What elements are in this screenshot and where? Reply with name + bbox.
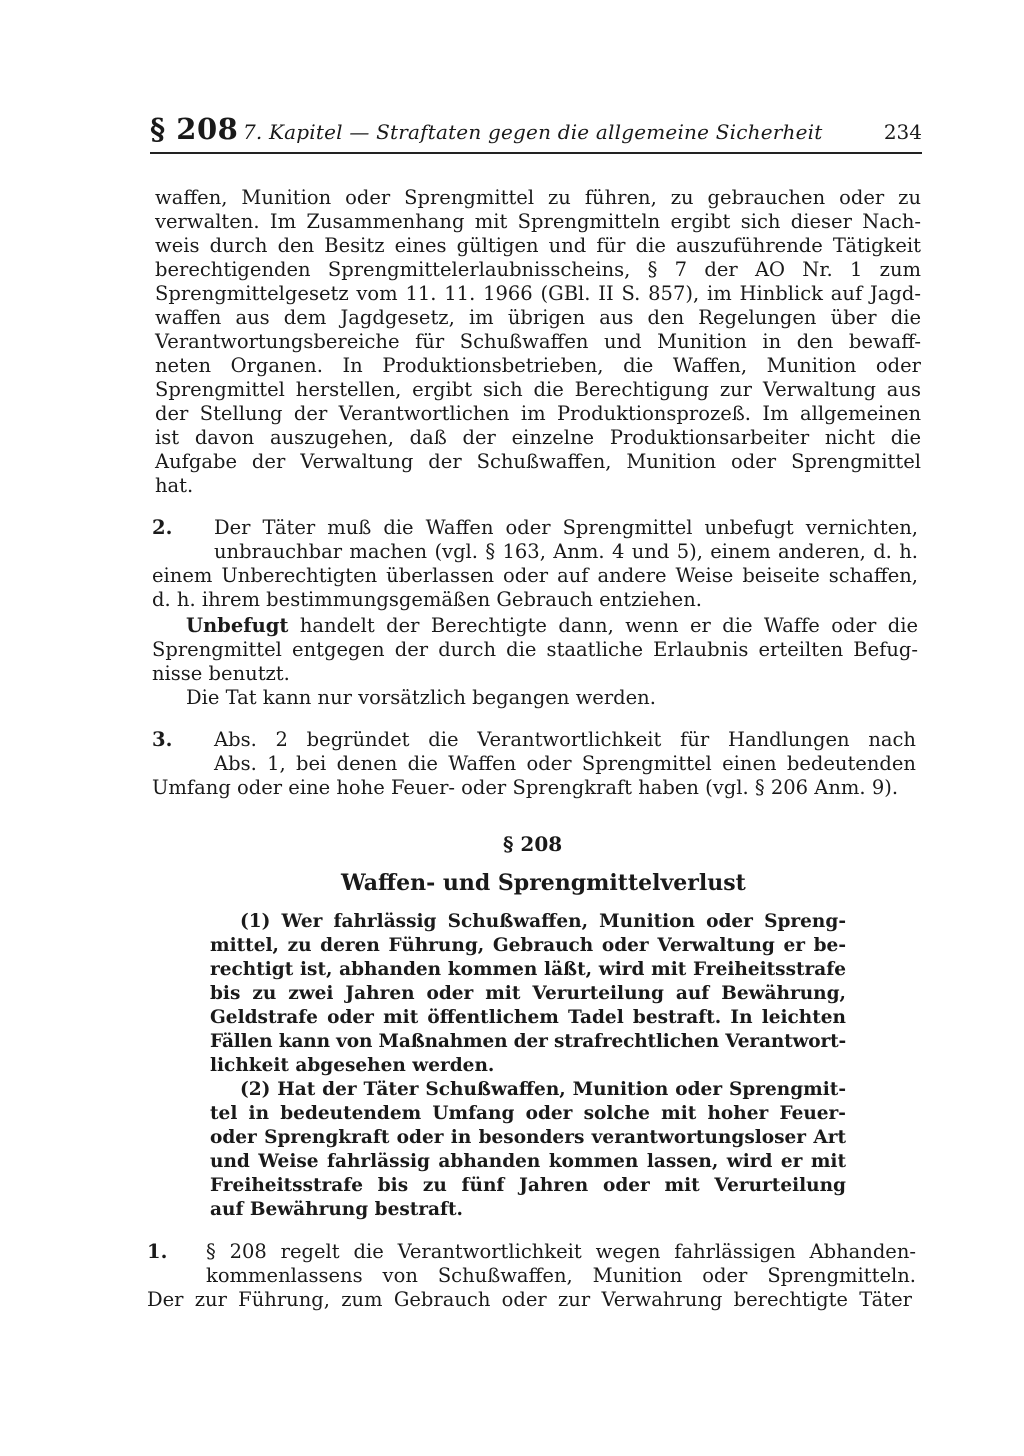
law-line: (2) Hat der Täter Schußwaffen, Munition oder Sprengmit- [240, 1079, 846, 1100]
text-line: Verantwortungsbereiche für Schußwaffen und Munition in den bewaff- [155, 330, 921, 353]
text-line: neten Organen. In Produktionsbetrieben, die Waffen, Munition oder [155, 354, 921, 377]
running-header [150, 112, 922, 148]
law-line: auf Bewährung bestraft. [210, 1199, 463, 1220]
law-line: und Weise fahrlässig abhanden kommen lassen, wird er mit [210, 1151, 846, 1172]
law-line: mittel, zu deren Führung, Gebrauch oder Verwaltung er be- [210, 935, 846, 956]
text-line: § 208 regelt die Verantwortlichkeit wegen fahrlässigen Abhanden- [206, 1240, 916, 1263]
term-unbefugt: Unbefugt [186, 614, 289, 637]
text-line: weis durch den Besitz eines gültigen und für die auszuführende Tätigkeit [155, 234, 921, 257]
law-line: bis zu zwei Jahren oder mit Verurteilung auf Bewährung, [210, 983, 846, 1004]
text-line: kommenlassens von Schußwaffen, Munition oder Sprengmitteln. [206, 1264, 916, 1287]
header-rule [150, 152, 922, 154]
section-title: Waffen- und Sprengmittelverlust [341, 870, 746, 896]
page-number: 234 [883, 120, 922, 144]
text-line: Umfang oder eine hohe Feuer- oder Sprengkraft haben (vgl. § 206 Anm. 9). [152, 776, 899, 799]
text-line: waffen aus dem Jagdgesetz, im übrigen aus den Regelungen über die [155, 306, 921, 329]
text-line: Der zur Führung, zum Gebrauch oder zur Verwahrung berechtigte Täter [147, 1288, 912, 1311]
text-line: der Stellung der Verantwortlichen im Produktionsprozeß. Im allgemeinen [155, 402, 921, 425]
text-line: Sprengmittel entgegen der durch die staatliche Erlaubnis erteilten Befug- [152, 638, 918, 661]
text-line: Abs. 2 begründet die Verantwortlichkeit für Handlungen nach [214, 728, 916, 751]
text-line: Der Täter muß die Waffen oder Sprengmittel unbefugt vernichten, [214, 516, 918, 539]
header-chapter: 7. Kapitel — Straftaten gegen die allgemeine Sicherheit [243, 120, 823, 144]
text-line: Sprengmittelgesetz vom 11. 11. 1966 (GBl. II S. 857), im Hinblick auf Jagd- [155, 282, 921, 305]
text-span: handelt der Berechtigte dann, wenn er die Waffe oder die [299, 614, 918, 637]
text-line [186, 614, 918, 638]
annotation-number: 2. [152, 516, 173, 539]
text-line: ist davon auszugehen, daß der einzelne Produktionsarbeiter nicht die [155, 426, 921, 449]
law-line: Fällen kann von Maßnahmen der strafrechtlichen Verantwort- [210, 1031, 846, 1052]
text-line: d. h. ihrem bestimmungsgemäßen Gebrauch entziehen. [152, 588, 702, 611]
law-line: lichkeit abgesehen werden. [210, 1055, 495, 1076]
text-line: einem Unberechtigten überlassen oder auf andere Weise beiseite schaffen, [152, 564, 918, 587]
text-line: unbrauchbar machen (vgl. § 163, Anm. 4 und 5), einem anderen, d. h. [214, 540, 918, 563]
text-line: Abs. 1, bei denen die Waffen oder Sprengmittel einen bedeutenden [214, 752, 916, 775]
text-line: Aufgabe der Verwaltung der Schußwaffen, Munition oder Sprengmittel [155, 450, 921, 473]
text-line: nisse benutzt. [152, 662, 290, 685]
law-line: oder Sprengkraft oder in besonders verantwortungsloser Art [210, 1127, 846, 1148]
text-line: verwalten. Im Zusammenhang mit Sprengmitteln ergibt sich dieser Nach- [155, 210, 921, 233]
text-line: hat. [155, 474, 194, 497]
law-line: rechtigt ist, abhanden kommen läßt, wird mit Freiheitsstrafe [210, 959, 846, 980]
law-line: tel in bedeutendem Umfang oder solche mit hoher Feuer- [210, 1103, 846, 1124]
text-line: berechtigenden Sprengmittelerlaubnisscheins, § 7 der AO Nr. 1 zum [155, 258, 921, 281]
text-line: Die Tat kann nur vorsätzlich begangen werden. [186, 686, 656, 709]
annotation-number: 1. [147, 1240, 168, 1263]
law-line: (1) Wer fahrlässig Schußwaffen, Munition oder Spreng- [240, 911, 846, 932]
annotation-number: 3. [152, 728, 173, 751]
law-line: Freiheitsstrafe bis zu fünf Jahren oder mit Verurteilung [210, 1175, 846, 1196]
text-line: Sprengmittel herstellen, ergibt sich die Berechtigung zur Verwaltung aus [155, 378, 921, 401]
header-paragraph: § 208 [150, 112, 239, 146]
text-line: waffen, Munition oder Sprengmittel zu führen, zu gebrauchen oder zu [155, 186, 921, 209]
section-number: § 208 [503, 832, 563, 856]
law-line: Geldstrafe oder mit öffentlichem Tadel bestraft. In leichten [210, 1007, 846, 1028]
